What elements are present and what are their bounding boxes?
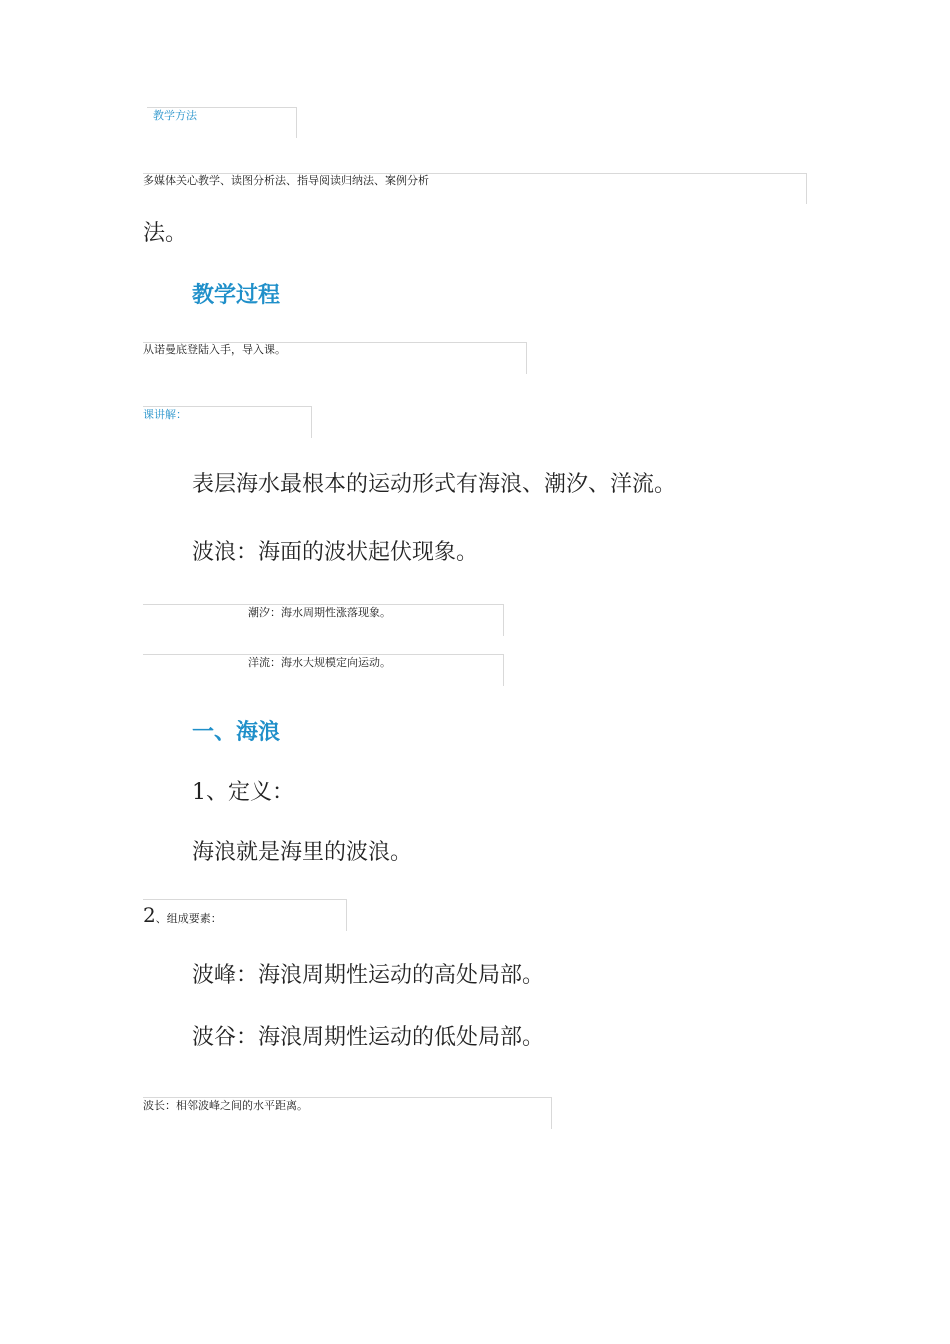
tide-definition: 潮汐：海水周期性涨落现象。 — [248, 606, 391, 619]
method-text-continued: 法。 — [143, 221, 188, 246]
section-waves-heading: 一、海浪 — [192, 720, 281, 745]
method-text: 多媒体关心教学、读图分析法、指导阅读归纳法、案例分析 — [143, 174, 429, 187]
definition-label: 1、定义： — [192, 780, 294, 805]
elements-label-text: 、组成要素： — [155, 912, 222, 925]
lecture-label: 课讲解： — [143, 408, 187, 421]
surface-motion-paragraph: 表层海水最根本的运动形式有海浪、潮汐、洋流。 — [192, 472, 677, 497]
definition-text: 海浪就是海里的波浪。 — [192, 840, 413, 865]
trough-definition: 波谷：海浪周期性运动的低处局部。 — [192, 1025, 545, 1050]
current-definition: 洋流：海水大规模定向运动。 — [248, 656, 391, 669]
intro-text: 从诺曼底登陆入手，导入课。 — [143, 343, 286, 356]
process-heading: 教学过程 — [192, 283, 281, 308]
elements-label — [143, 903, 222, 927]
wave-definition-paragraph: 波浪：海面的波状起伏现象。 — [192, 540, 479, 565]
wavelength-definition: 波长：相邻波峰之间的水平距离。 — [143, 1099, 308, 1112]
crest-definition: 波峰：海浪周期性运动的高处局部。 — [192, 963, 545, 988]
method-label: 教学方法 — [153, 109, 197, 122]
elements-number: 2 — [143, 903, 156, 927]
